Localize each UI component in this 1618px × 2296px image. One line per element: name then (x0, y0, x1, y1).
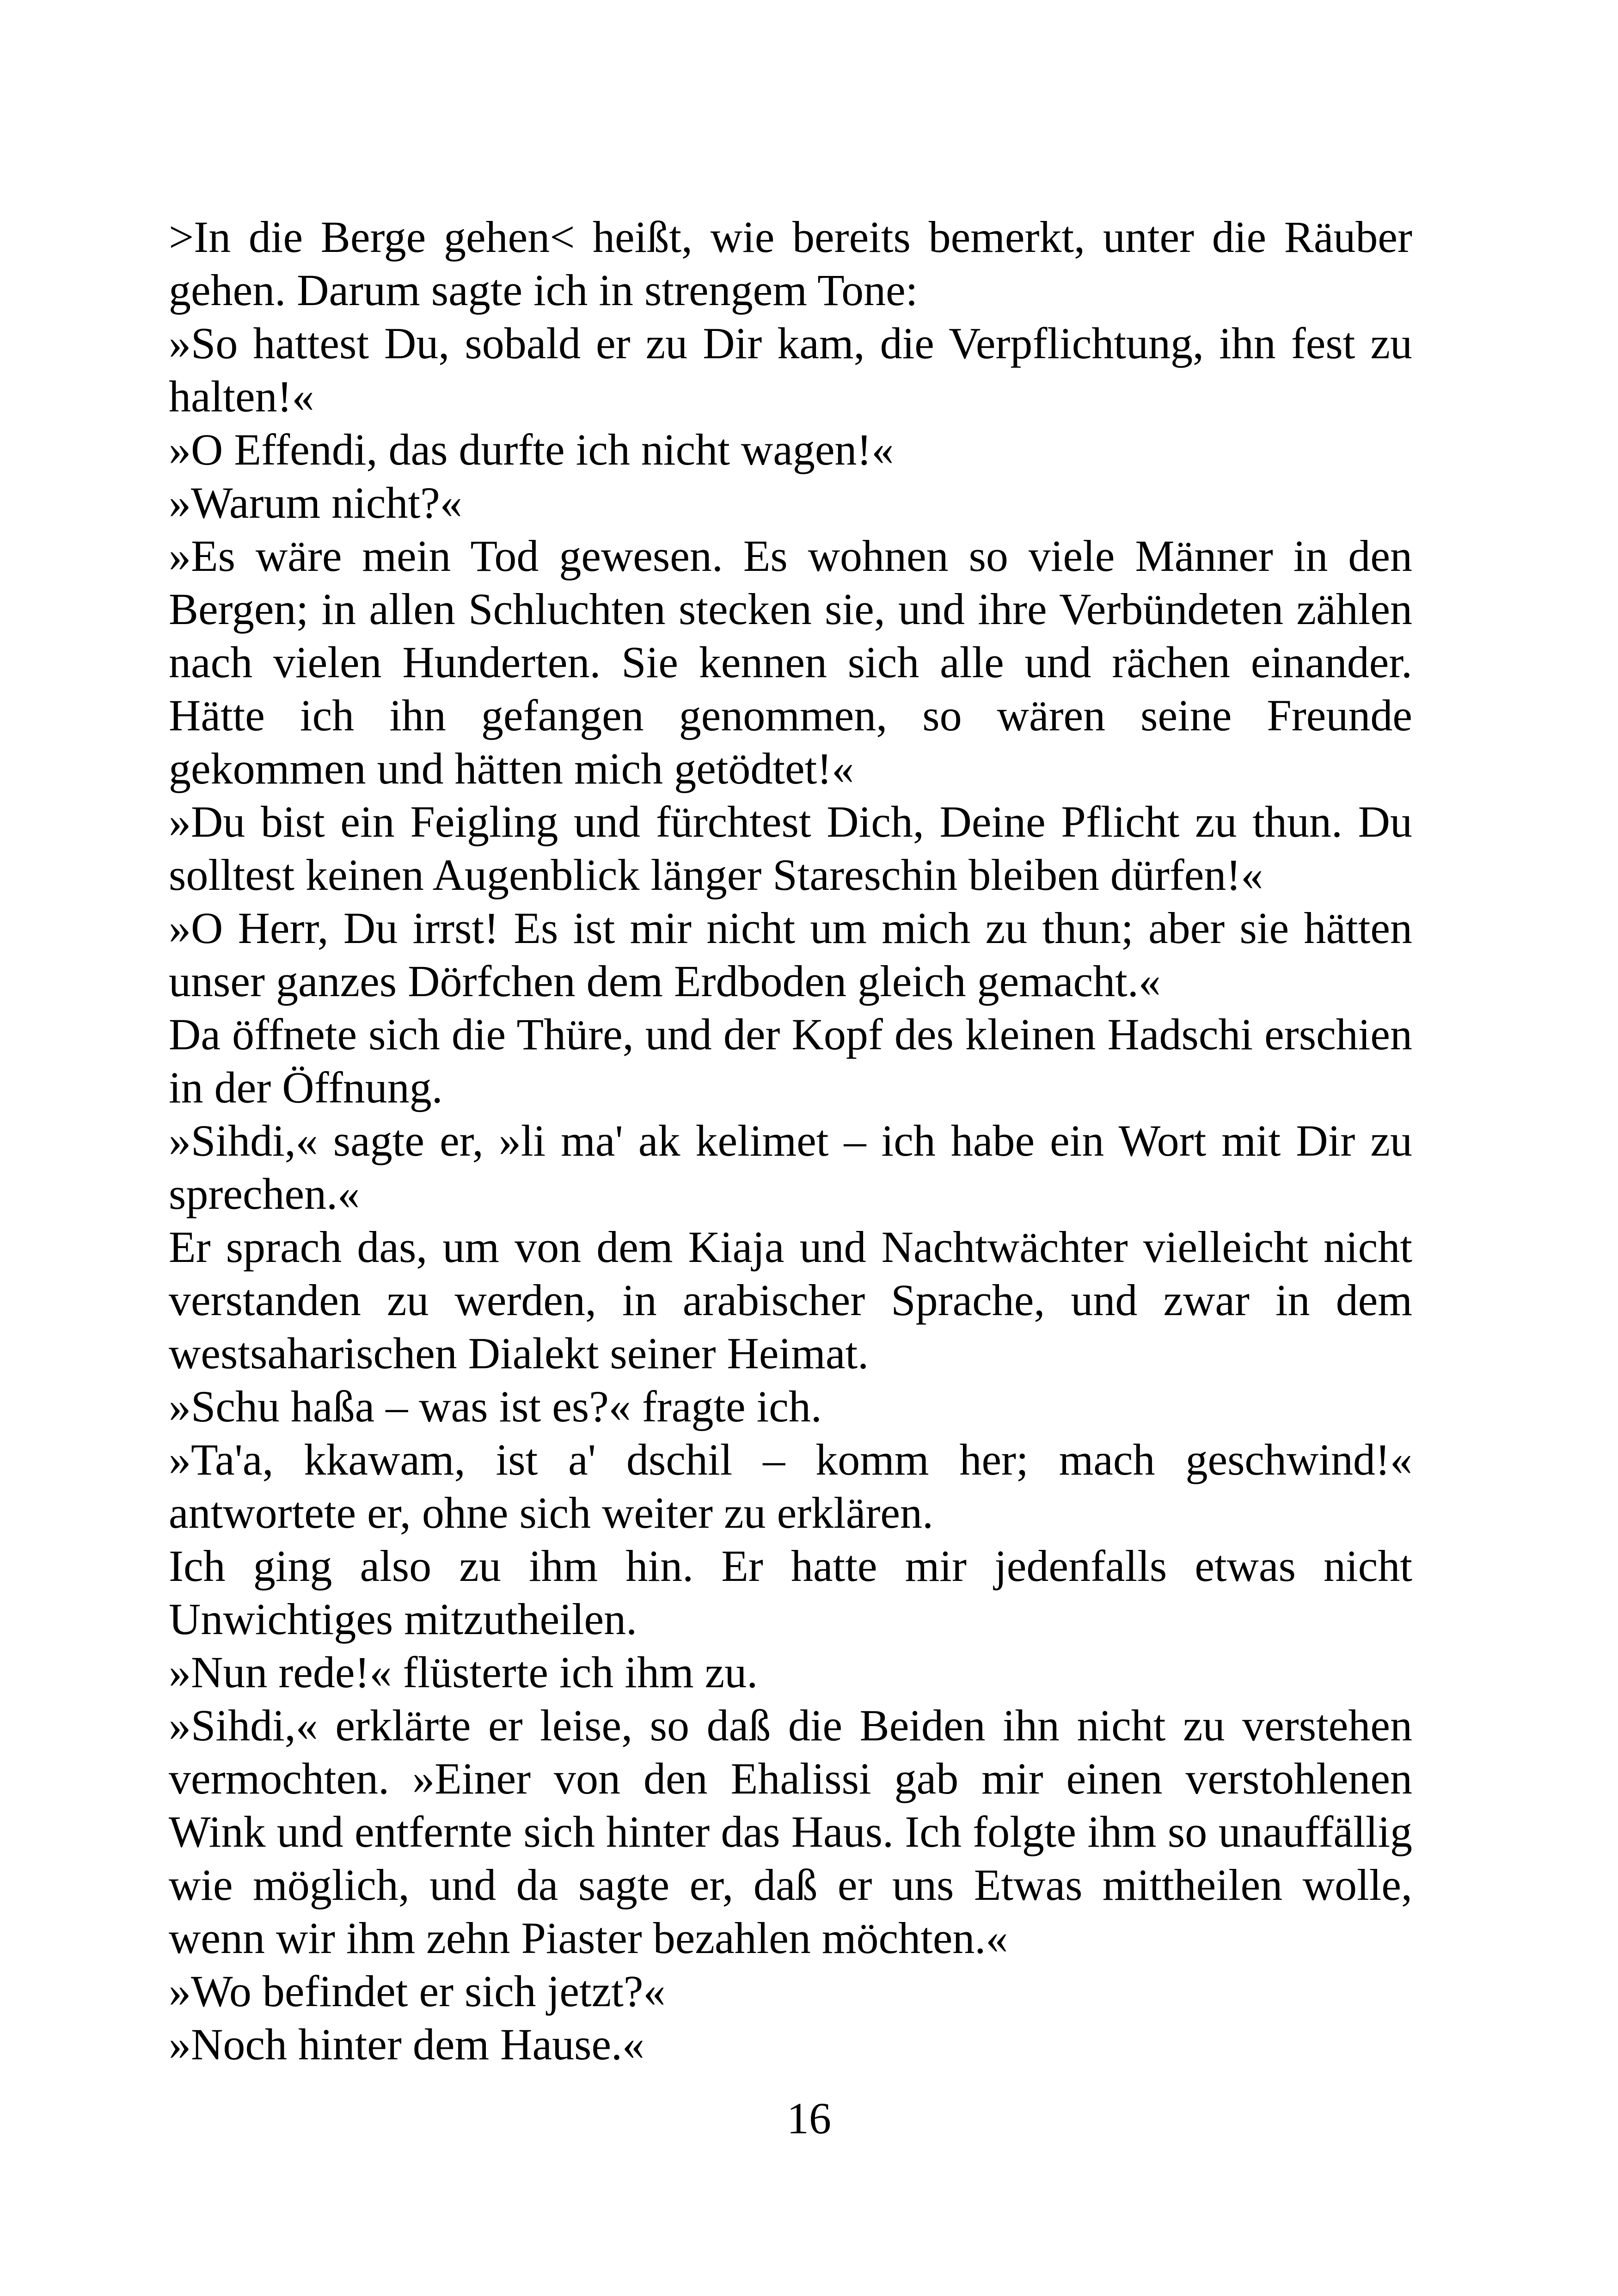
paragraph: »Es wäre mein Tod gewesen. Es wohnen so viele Männer in den Bergen; in allen Schluchten stecken sie, und ihre Verbündeten zählen nach vielen Hunderten. Sie kennen sich alle und rächen einander. Hätte ich ihn gefangen genommen, so wären seine Freunde gekommen und hätten mich getödtet!« (169, 531, 1412, 793)
page-number: 16 (787, 2094, 831, 2143)
paragraph: »Warum nicht?« (169, 478, 462, 527)
paragraph: >In die Berge gehen< heißt, wie bereits bemerkt, unter die Räuber gehen. Darum sagte ich in strengem Tone: (169, 212, 1412, 315)
paragraph: »Du bist ein Feigling und fürchtest Dich, Deine Pflicht zu thun. Du solltest keinen Augenblick länger Stareschin bleiben dürfen!« (169, 797, 1412, 900)
paragraph: Er sprach das, um von dem Kiaja und Nachtwächter vielleicht nicht verstanden zu werden, in arabischer Sprache, und zwar in dem westsaharischen Dialekt seiner Heimat. (169, 1222, 1412, 1378)
paragraph: Ich ging also zu ihm hin. Er hatte mir jedenfalls etwas nicht Unwichtiges mitzutheilen. (169, 1541, 1412, 1644)
paragraph: Da öffnete sich die Thüre, und der Kopf des kleinen Hadschi erschien in der Öffnung. (169, 1010, 1412, 1112)
paragraph: »Nun rede!« flüsterte ich ihm zu. (169, 1647, 758, 1697)
paragraph: »So hattest Du, sobald er zu Dir kam, die Verpflichtung, ihn fest zu halten!« (169, 318, 1412, 421)
paragraph: »Sihdi,« erklärte er leise, so daß die Beiden ihn nicht zu verstehen vermochten. »Einer von den Ehalissi gab mir einen verstohlenen Wink und entfernte sich hinter das Haus. Ich folgte ihm so unauffällig wie möglich, und da sagte er, daß er uns Etwas mittheilen wolle, wenn wir ihm zehn Piaster bezahlen möchten.« (169, 1701, 1412, 1963)
paragraph: »Sihdi,« sagte er, »li ma' ak kelimet – ich habe ein Wort mit Dir zu sprechen.« (169, 1116, 1412, 1218)
paragraph: »O Herr, Du irrst! Es ist mir nicht um mich zu thun; aber sie hätten unser ganzes Dörfchen dem Erdboden gleich gemacht.« (169, 903, 1412, 1006)
paragraph: »Wo befindet er sich jetzt?« (169, 1966, 666, 2016)
body-text (169, 210, 1412, 2071)
paragraph: »Ta'a, kkawam, ist a' dschil – komm her; mach geschwind!« antwortete er, ohne sich weiter zu erklären. (169, 1435, 1412, 1537)
paragraph: »Schu haßa – was ist es?« fragte ich. (169, 1382, 822, 1431)
paragraph: »Noch hinter dem Hause.« (169, 2020, 645, 2069)
paragraph: »O Effendi, das durfte ich nicht wagen!« (169, 425, 894, 474)
